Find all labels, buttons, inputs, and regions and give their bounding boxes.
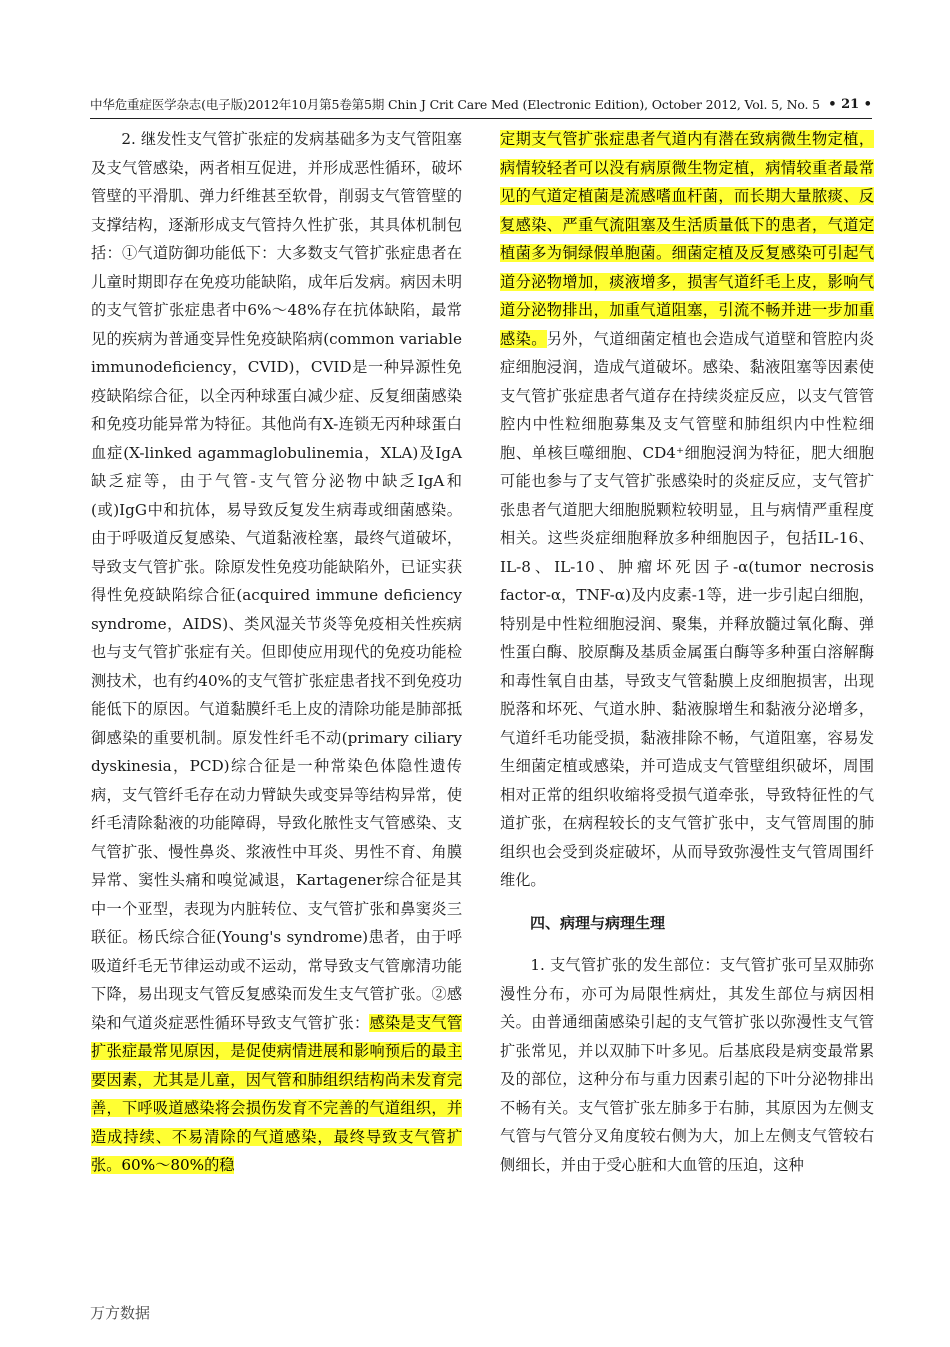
paragraph-secondary-bronchiectasis xyxy=(91,125,462,1180)
left-column xyxy=(91,125,462,1180)
paragraph-text: 2. 继发性支气管扩张症的发病基础多为支气管阻塞及支气管感染，两者相互促进，并形成恶性循环，破坏管壁的平滑肌、弹力纤维甚至软骨，削弱支气管管壁的支撑结构，逐渐形成支气管持久性扩张，其具体机制包括：①气道防御功能低下：大多数支气管扩张症患者在儿童时期即存在免疫功能缺陷，成年后发病。病因未明的支气管扩张症患者中6%～48%存在抗体缺陷，最常见的疾病为普通变异性免疫缺陷病(common variable immunodeficiency，CVID)，CVID是一种异源性免疫缺陷综合征，以全丙种球蛋白减少症、反复细菌感染和免疫功能异常为特征。其他尚有X-连锁无丙种球蛋白血症(X-linked agammaglobulinemia，XLA)及IgA缺乏症等，由于气管-支气管分泌物中缺乏IgA和(或)IgG中和抗体，易导致反复发生病毒或细菌感染。由于呼吸道反复感染、气道黏液栓塞，最终气道破坏，导致支气管扩张。除原发性免疫功能缺陷外，已证实获得性免疫缺陷综合征(acquired immune deficiency syndrome，AIDS)、类风湿关节炎等免疫相关性疾病也与支气管扩张症有关。但即使应用现代的免疫功能检测技术，也有约40%的支气管扩张症患者找不到免疫功能低下的原因。气道黏膜纤毛上皮的清除功能是肺部抵御感染的重要机制。原发性纤毛不动(primary ciliary dyskinesia，PCD)综合征是一种常染色体隐性遗传病，支气管纤毛存在动力臂缺失或变异等结构异常，使纤毛清除黏液的功能障碍，导致化脓性支气管感染、支气管扩张、慢性鼻炎、浆液性中耳炎、男性不育、角膜异常、窦性头痛和嗅觉减退，Kartagener综合征是其中一个亚型，表现为内脏转位、支气管扩张和鼻窦炎三联征。杨氏综合征(Young's syndrome)患者，由于呼吸道纤毛无节律运动或不运动，常导致支气管廓清功能下降，易出现支气管反复感染而发生支气管扩张。②感染和气道炎症恶性循环导致支气管扩张： xyxy=(91,130,462,1032)
section-heading: 四、病理与病理生理 xyxy=(530,913,666,932)
page-number: • 21 • xyxy=(828,97,872,112)
watermark: 万方数据 xyxy=(90,1304,151,1322)
paragraph-text: 另外，气道细菌定植也会造成气道壁和管腔内炎症细胞浸润，造成气道破坏。感染、黏液阻塞等因素使支气管扩张症患者气道存在持续炎症反应，以支气管管腔内中性粒细胞募集及支气管壁和肺组织内中性粒细胞、单核巨噬细胞、CD4⁺细胞浸润为特征，肥大细胞可能也参与了支气管扩张感染时的炎症反应，支气管扩张患者气道肥大细胞脱颗粒较明显，且与病情严重程度相关。这些炎症细胞释放多种细胞因子，包括IL-16、IL-8、IL-10、肿瘤坏死因子-α(tumor necrosis factor-α，TNF-α)及内皮素-1等，进一步引起白细胞，特别是中性粒细胞浸润、聚集，并释放髓过氧化酶、弹性蛋白酶、胶原酶及基质金属蛋白酶等多种蛋白溶解酶和毒性氧自由基，导致支气管黏膜上皮细胞损害，出现脱落和坏死、气道水肿、黏液腺增生和黏液分泌增多，气道纤毛功能受损，黏液排除不畅，气道阻塞，容易发生细菌定植或感染，并可造成支气管壁组织破坏，周围相对正常的组织收缩将受损气道牵张，导致特征性的气道扩张，在病程较长的支气管扩张中，支气管周围的肺组织也会受到炎症破坏，从而导致弥漫性支气管周围纤维化。 xyxy=(500,329,875,889)
paragraph-continued xyxy=(500,125,874,895)
paragraph-location: 1. 支气管扩张的发生部位：支气管扩张可呈双肺弥漫性分布，亦可为局限性病灶，其发生部位与病因相关。由普通细菌感染引起的支气管扩张以弥漫性支气管扩张常见，并以双肺下叶多见。后基底段是病变最常累及的部位，这种分布与重力因素引起的下叶分泌物排出不畅有关。支气管扩张左肺多于右肺，其原因为左侧支气管与气管分叉角度较右侧为大，加上左侧支气管较右侧细长，并由于受心脏和大血管的压迫，这种 xyxy=(500,956,874,1174)
highlighted-text[interactable]: 感染是支气管扩张症最常见原因，是促使病情进展和影响预后的最主要因素，尤其是儿童，因气管和肺组织结构尚未发育完善，下呼吸道感染将会损伤发育不完善的气道组织，并造成持续、不易清除的气道感染，最终导致支气管扩张。60%～80%的稳 xyxy=(91,1013,463,1174)
highlighted-text[interactable]: 定期支气管扩张症患者气道内有潜在致病微生物定植，病情较轻者可以没有病原微生物定植，病情较重者最常见的气道定植菌是流感嗜血杆菌，而长期大量脓痰、反复感染、严重气流阻塞及生活质量低下的患者，气道定植菌多为铜绿假单胞菌。细菌定植及反复感染可引起气道分泌物增加，痰液增多，损害气道纤毛上皮，影响气道分泌物排出，加重气道阻塞，引流不畅并进一步加重感染。 xyxy=(500,130,874,348)
journal-citation: 中华危重症医学杂志(电子版)2012年10月第5卷第5期 Chin J Crit Care Med (Electronic Edition), October 2012, Vol. 5, No. 5 xyxy=(90,97,820,112)
running-header xyxy=(90,96,872,119)
right-column xyxy=(500,125,874,1179)
